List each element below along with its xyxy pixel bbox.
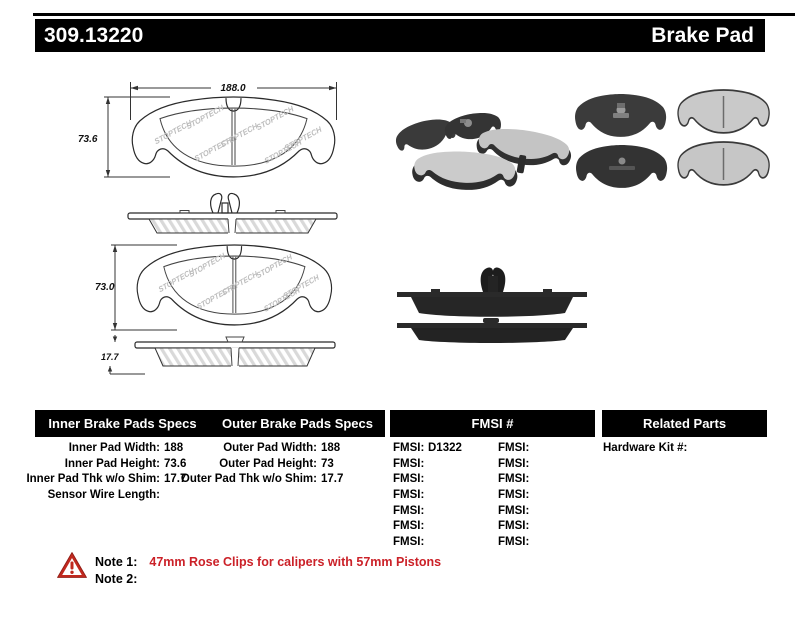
- inner-specs-header: Inner Brake Pads Specs: [48, 416, 197, 431]
- related-parts-header: Related Parts: [642, 416, 727, 431]
- fmsi-row: FMSI:: [393, 536, 425, 549]
- related-parts-header-bar: [602, 410, 767, 437]
- product-type: Brake Pad: [651, 23, 754, 47]
- spec-row: Outer Pad Thk w/o Shim: 17.7: [180, 473, 344, 486]
- fmsi-row: FMSI:: [393, 520, 425, 533]
- pad-kit-photo: [573, 88, 773, 193]
- note-2: [95, 572, 149, 586]
- fmsi-row: FMSI: D1322: [393, 442, 462, 454]
- fmsi-row: FMSI:: [393, 457, 425, 470]
- fmsi-header-bar: [390, 410, 595, 437]
- related-row: Hardware Kit #:: [603, 442, 688, 454]
- fmsi-row: FMSI:: [498, 473, 530, 486]
- fmsi-header: FMSI #: [471, 416, 514, 431]
- fmsi-row: FMSI:: [498, 457, 530, 470]
- note-2-label: Note 2:: [95, 572, 138, 586]
- part-number: 309.13220: [44, 23, 144, 47]
- spec-row: Inner Pad Thk w/o Shim: 17.7: [26, 473, 187, 486]
- dim-height-label: 73.6: [78, 134, 98, 145]
- fmsi-row: FMSI:: [498, 504, 530, 517]
- spec-row: Outer Pad Height: 73: [219, 457, 334, 470]
- inner-specs-column: [20, 441, 186, 504]
- spec-row: Inner Pad Height: 73.6: [64, 457, 187, 470]
- pad-top-view-drawing: [125, 192, 340, 234]
- fmsi-row: FMSI:: [498, 520, 530, 533]
- note-1-text: 47mm Rose Clips for calipers with 57mm Pistons: [149, 555, 442, 569]
- spec-row: Inner Pad Width: 188: [68, 442, 184, 454]
- dim-width-label: 188.0: [220, 83, 246, 94]
- outer-specs-column: [180, 441, 343, 488]
- fmsi-column-1: [393, 441, 462, 551]
- pad-profile-photo: [395, 266, 590, 344]
- spec-row: Outer Pad Width: 188: [223, 442, 341, 454]
- note-1-label: Note 1:: [95, 555, 138, 569]
- pad-set-photo: [390, 95, 572, 197]
- dim-thickness-label: 17.7: [101, 352, 119, 362]
- dim-height-label: 73.0: [95, 282, 115, 293]
- fmsi-column-2: [498, 441, 533, 551]
- note-1: [95, 555, 441, 569]
- fmsi-row: FMSI:: [498, 489, 530, 502]
- title-bar: [35, 19, 765, 52]
- fmsi-row: FMSI:: [393, 473, 425, 486]
- fmsi-row: FMSI:: [393, 489, 425, 502]
- pad-side-view-drawing: [85, 335, 340, 380]
- warning-icon: [56, 551, 88, 580]
- related-parts-column: [603, 441, 691, 457]
- specs-header-bar: [35, 410, 385, 437]
- top-rule: [33, 13, 795, 16]
- outer-specs-header: Outer Brake Pads Specs: [221, 416, 374, 431]
- outer-pad-drawing: [95, 240, 340, 335]
- spec-row: Sensor Wire Length:: [47, 489, 160, 502]
- fmsi-row: FMSI:: [498, 536, 530, 549]
- fmsi-row: FMSI:: [498, 442, 530, 454]
- inner-pad-drawing: [70, 66, 360, 192]
- fmsi-row: FMSI:: [393, 504, 425, 517]
